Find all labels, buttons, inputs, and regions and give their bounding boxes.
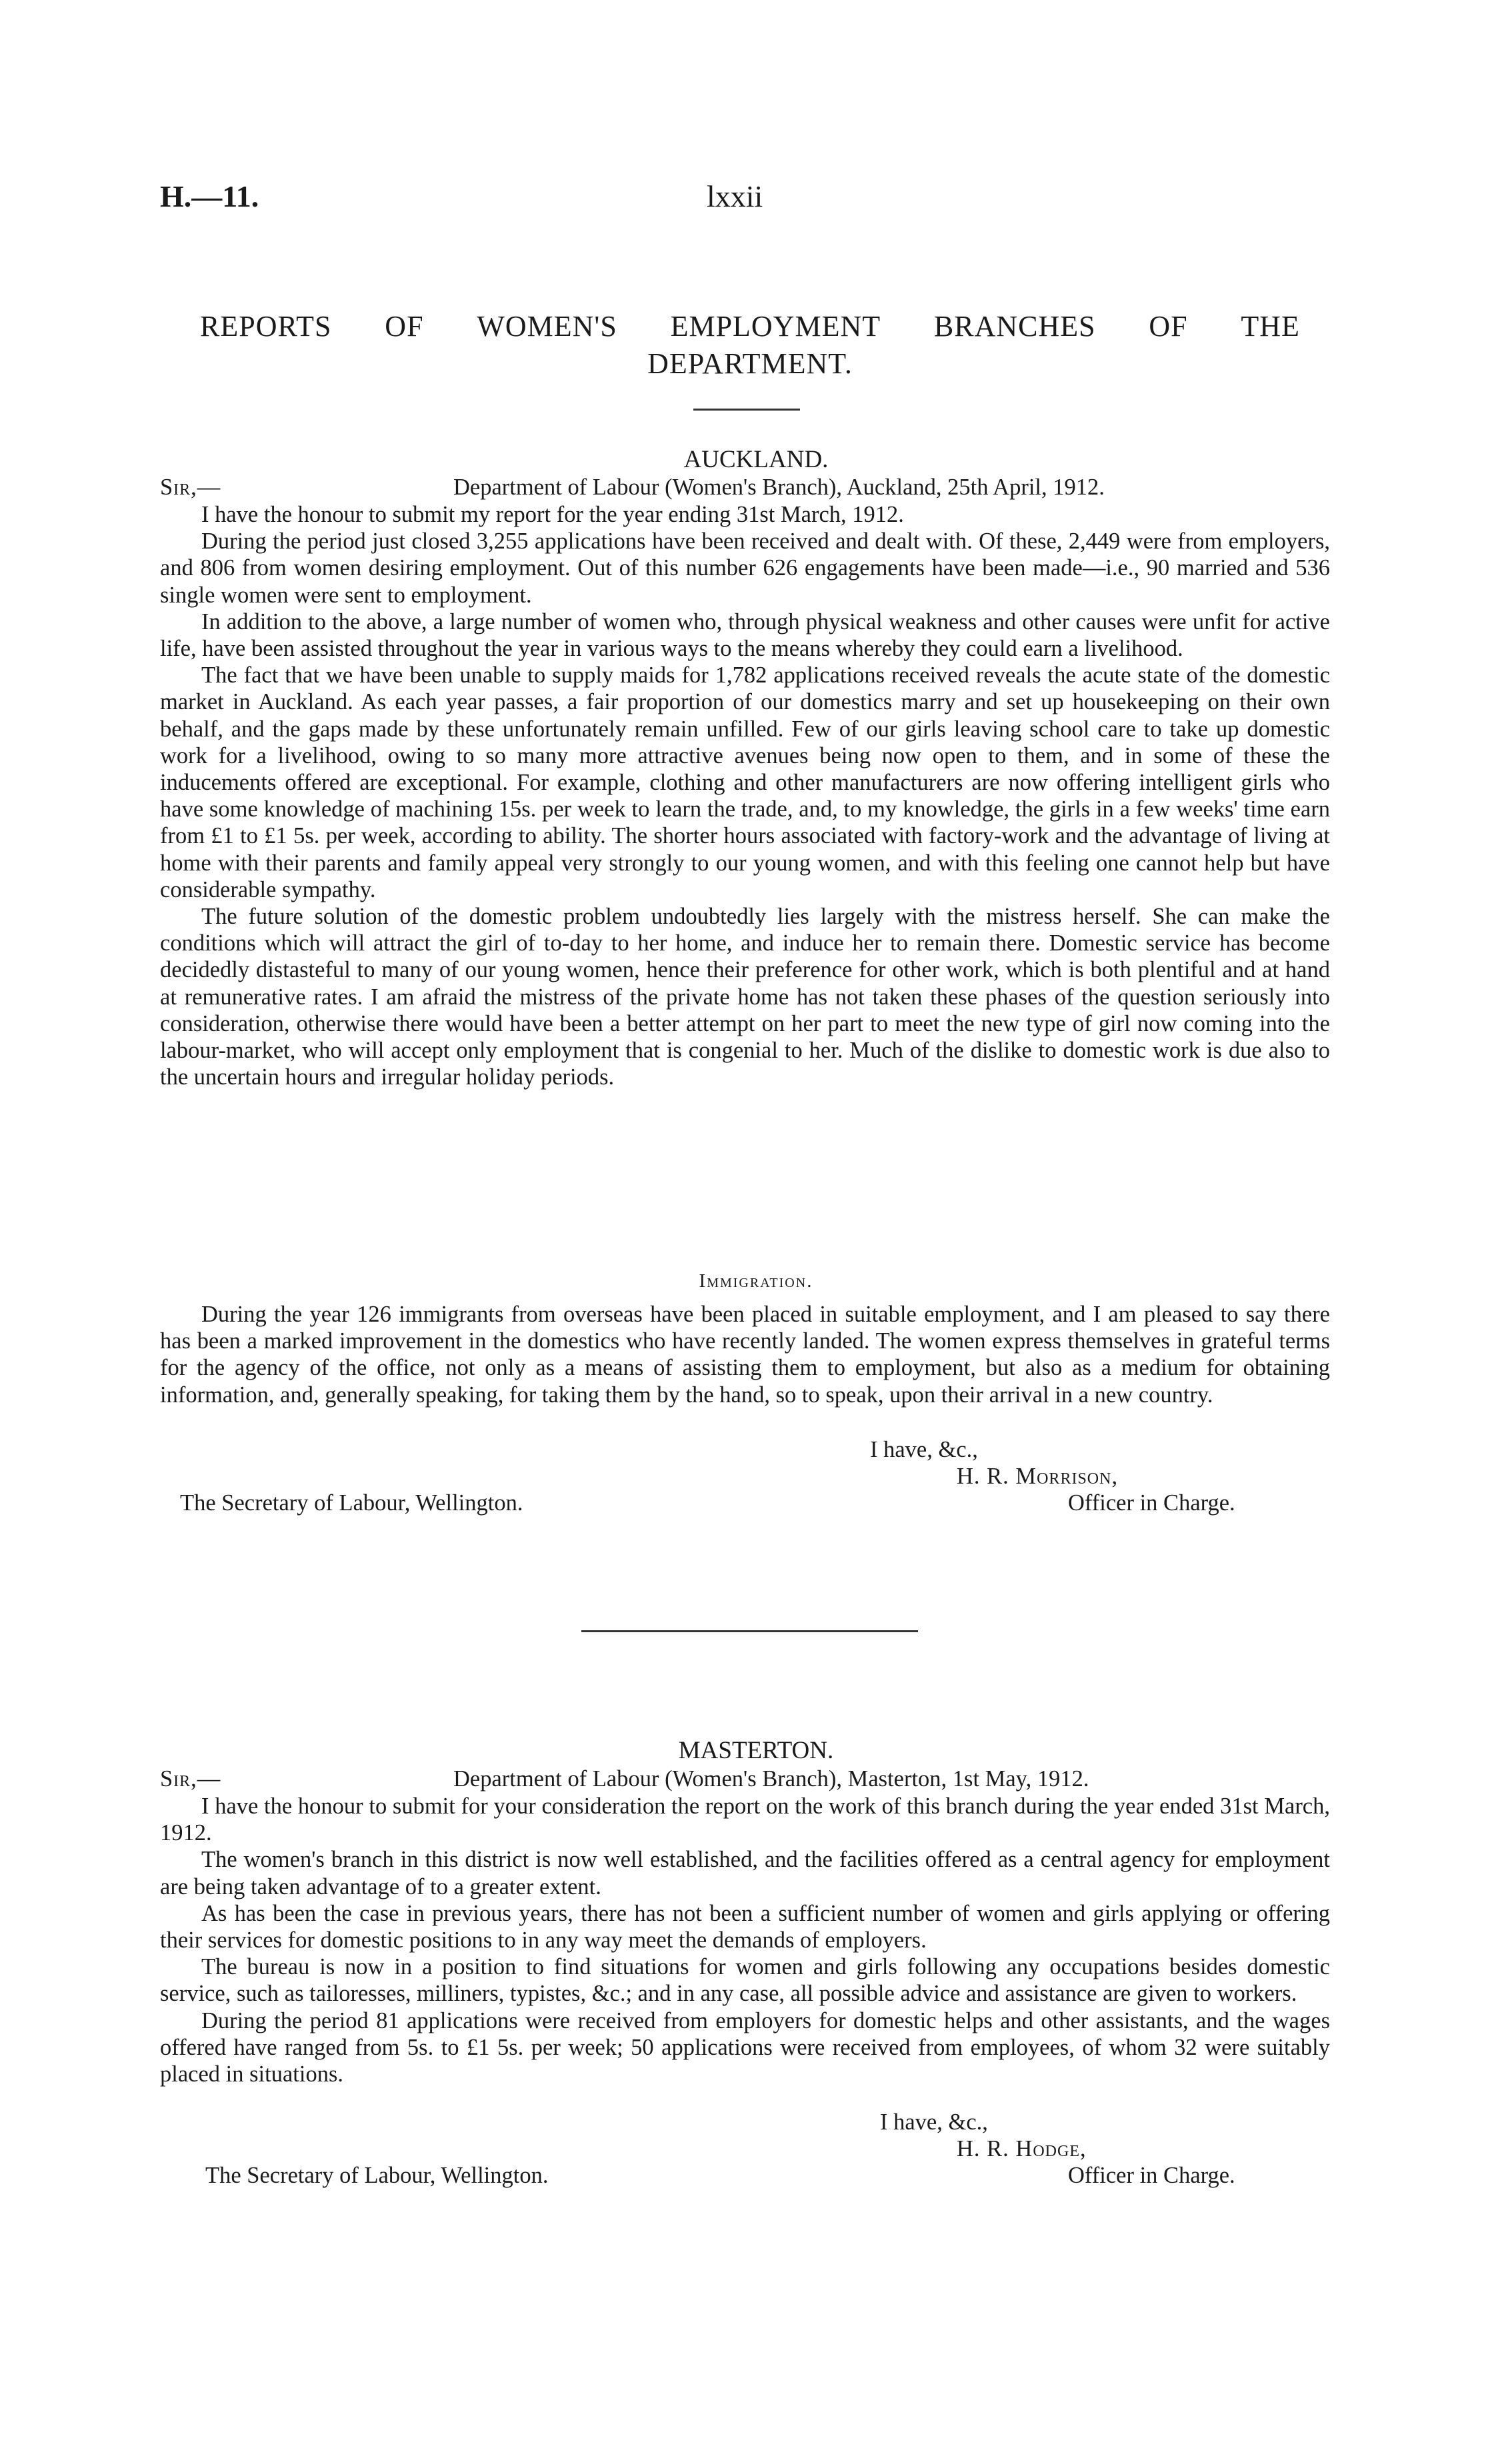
- auckland-signatory-title: Officer in Charge.: [1068, 1490, 1235, 1516]
- auckland-paragraph: The future solution of the domestic problem undoubtedly lies largely with the mistress herself. She can make the conditions which will attract the girl of to-day to her home, and induce her to remain there. Domestic service has become decidedly distasteful to many of our young women, hence their preference for other work, which is both plentiful and at hand at remunerative rates. I am afraid the mistress of the private home has not taken these phases of the question seriously into consideration, otherwise there would have been a better attempt on her part to meet the new type of girl now coming into the labour-market, who will accept only employment that is congenial to her. Much of the dislike to domestic work is due also to the uncertain hours and irregular holiday periods.: [160, 904, 1330, 1090]
- title-word: WOMEN'S: [477, 310, 617, 343]
- title-word: THE: [1241, 310, 1300, 343]
- auckland-dept-line: Department of Labour (Women's Branch), Auckland, 25th April, 1912.: [453, 475, 1105, 500]
- masterton-paragraph: The women's branch in this district is now well established, and the facilities offered as a central agency for employment are being taken advantage of to a greater extent.: [160, 1847, 1330, 1899]
- masterton-signature-block: [160, 2109, 1330, 2209]
- immigration-paragraph: During the year 126 immigrants from overseas have been placed in suitable employment, and I am pleased to say there has been a marked improvement in the domestics who have recently landed. The women express themselves in grateful terms for the agency of the office, not only as a means of assisting them to employment, but also as a medium for obtaining information, and, generally speaking, for taking them by the hand, so to speak, upon their arrival in a new country.: [160, 1302, 1330, 1408]
- masterton-paragraph: The bureau is now in a position to find situations for women and girls following any occupations besides domestic service, such as tailoresses, milliners, typistes, &c.; and in any case, all possible advice and assistance are given to workers.: [160, 1954, 1330, 2007]
- masterton-dept-line: Department of Labour (Women's Branch), Masterton, 1st May, 1912.: [453, 1766, 1089, 1792]
- auckland-body: [160, 501, 1330, 1090]
- page-number: lxxii: [707, 179, 763, 213]
- masterton-paragraph: As has been the case in previous years, there has not been a sufficient number of women and girls applying or offering their services for domestic positions to in any way meet the demands of employers.: [160, 1900, 1330, 1953]
- main-title-line2: DEPARTMENT.: [647, 347, 853, 380]
- immigration-body: [160, 1301, 1330, 1408]
- title-word: BRANCHES: [933, 310, 1096, 343]
- title-word: EMPLOYMENT: [670, 310, 881, 343]
- masterton-sir-line: [160, 1766, 1293, 1792]
- auckland-addressee: The Secretary of Labour, Wellington.: [180, 1490, 523, 1516]
- title-word: OF: [1149, 310, 1188, 343]
- title-word: OF: [385, 310, 424, 343]
- masterton-paragraph: I have the honour to submit for your consideration the report on the work of this branch during the year ended 31st March, 1912.: [160, 1794, 1330, 1846]
- main-title-line1: [200, 308, 1300, 345]
- auckland-heading: AUCKLAND.: [683, 446, 829, 473]
- masterton-signatory-title: Officer in Charge.: [1068, 2163, 1235, 2188]
- masterton-signatory: H. R. Hodge,: [957, 2136, 1087, 2161]
- auckland-paragraph: I have the honour to submit my report for the year ending 31st March, 1912.: [201, 502, 904, 527]
- auckland-signature-block: [160, 1437, 1330, 1537]
- immigration-heading: Immigration.: [699, 1270, 813, 1292]
- masterton-heading: MASTERTON.: [678, 1737, 834, 1764]
- auckland-signatory: H. R. Morrison,: [957, 1464, 1119, 1489]
- masterton-paragraph: During the period 81 applications were received from employers for domestic helps and other assistants, and the wages offered have ranged from 5s. to £1 5s. per week; 50 applications were received from employees, of whom 32 were suitably placed in situations.: [160, 2007, 1330, 2087]
- auckland-paragraph: During the period just closed 3,255 applications have been received and dealt with. Of these, 2,449 were from employers, and 806 from women desiring employment. Out of this number 626 engagements have been made—i.e., 90 married and 536 single women were sent to employment.: [160, 529, 1330, 608]
- masterton-salutation: Sir,—: [160, 1766, 221, 1792]
- masterton-addressee: The Secretary of Labour, Wellington.: [205, 2163, 549, 2188]
- auckland-salutation: Sir,—: [160, 475, 221, 500]
- title-word: REPORTS: [200, 310, 332, 343]
- section-divider: [581, 1630, 918, 1632]
- auckland-closing: I have, &c.,: [870, 1437, 978, 1462]
- page-reference: H.—11.: [160, 179, 259, 213]
- auckland-paragraph: In addition to the above, a large number of women who, through physical weakness and other causes were unfit for active life, have been assisted throughout the year in various ways to the means whereby they could earn a livelihood.: [160, 609, 1330, 662]
- masterton-body: [160, 1793, 1330, 2087]
- auckland-sir-line: [160, 475, 1293, 501]
- title-divider: [693, 409, 800, 411]
- main-title: [200, 308, 1300, 383]
- masterton-closing: I have, &c.,: [880, 2109, 988, 2135]
- auckland-paragraph: The fact that we have been unable to supply maids for 1,782 applications received reveals the acute state of the domestic market in Auckland. As each year passes, a fair proportion of our domestics marry and set up housekeeping on their own behalf, and the gaps made by these unfortunately remain unfilled. Few of our girls leaving school care to take up domestic work for a livelihood, owing to so many more attractive avenues being now open to them, and in some of these the inducements offered are exceptional. For example, clothing and other manufacturers are now offering intelligent girls who have some knowledge of machining 15s. per week to learn the trade, and, to my knowledge, the girls in a few weeks' time earn from £1 to £1 5s. per week, according to ability. The shorter hours associated with factory-work and the advantage of living at home with their parents and family appeal very strongly to our young women, and with this feeling one cannot help but have considerable sympathy.: [160, 662, 1330, 902]
